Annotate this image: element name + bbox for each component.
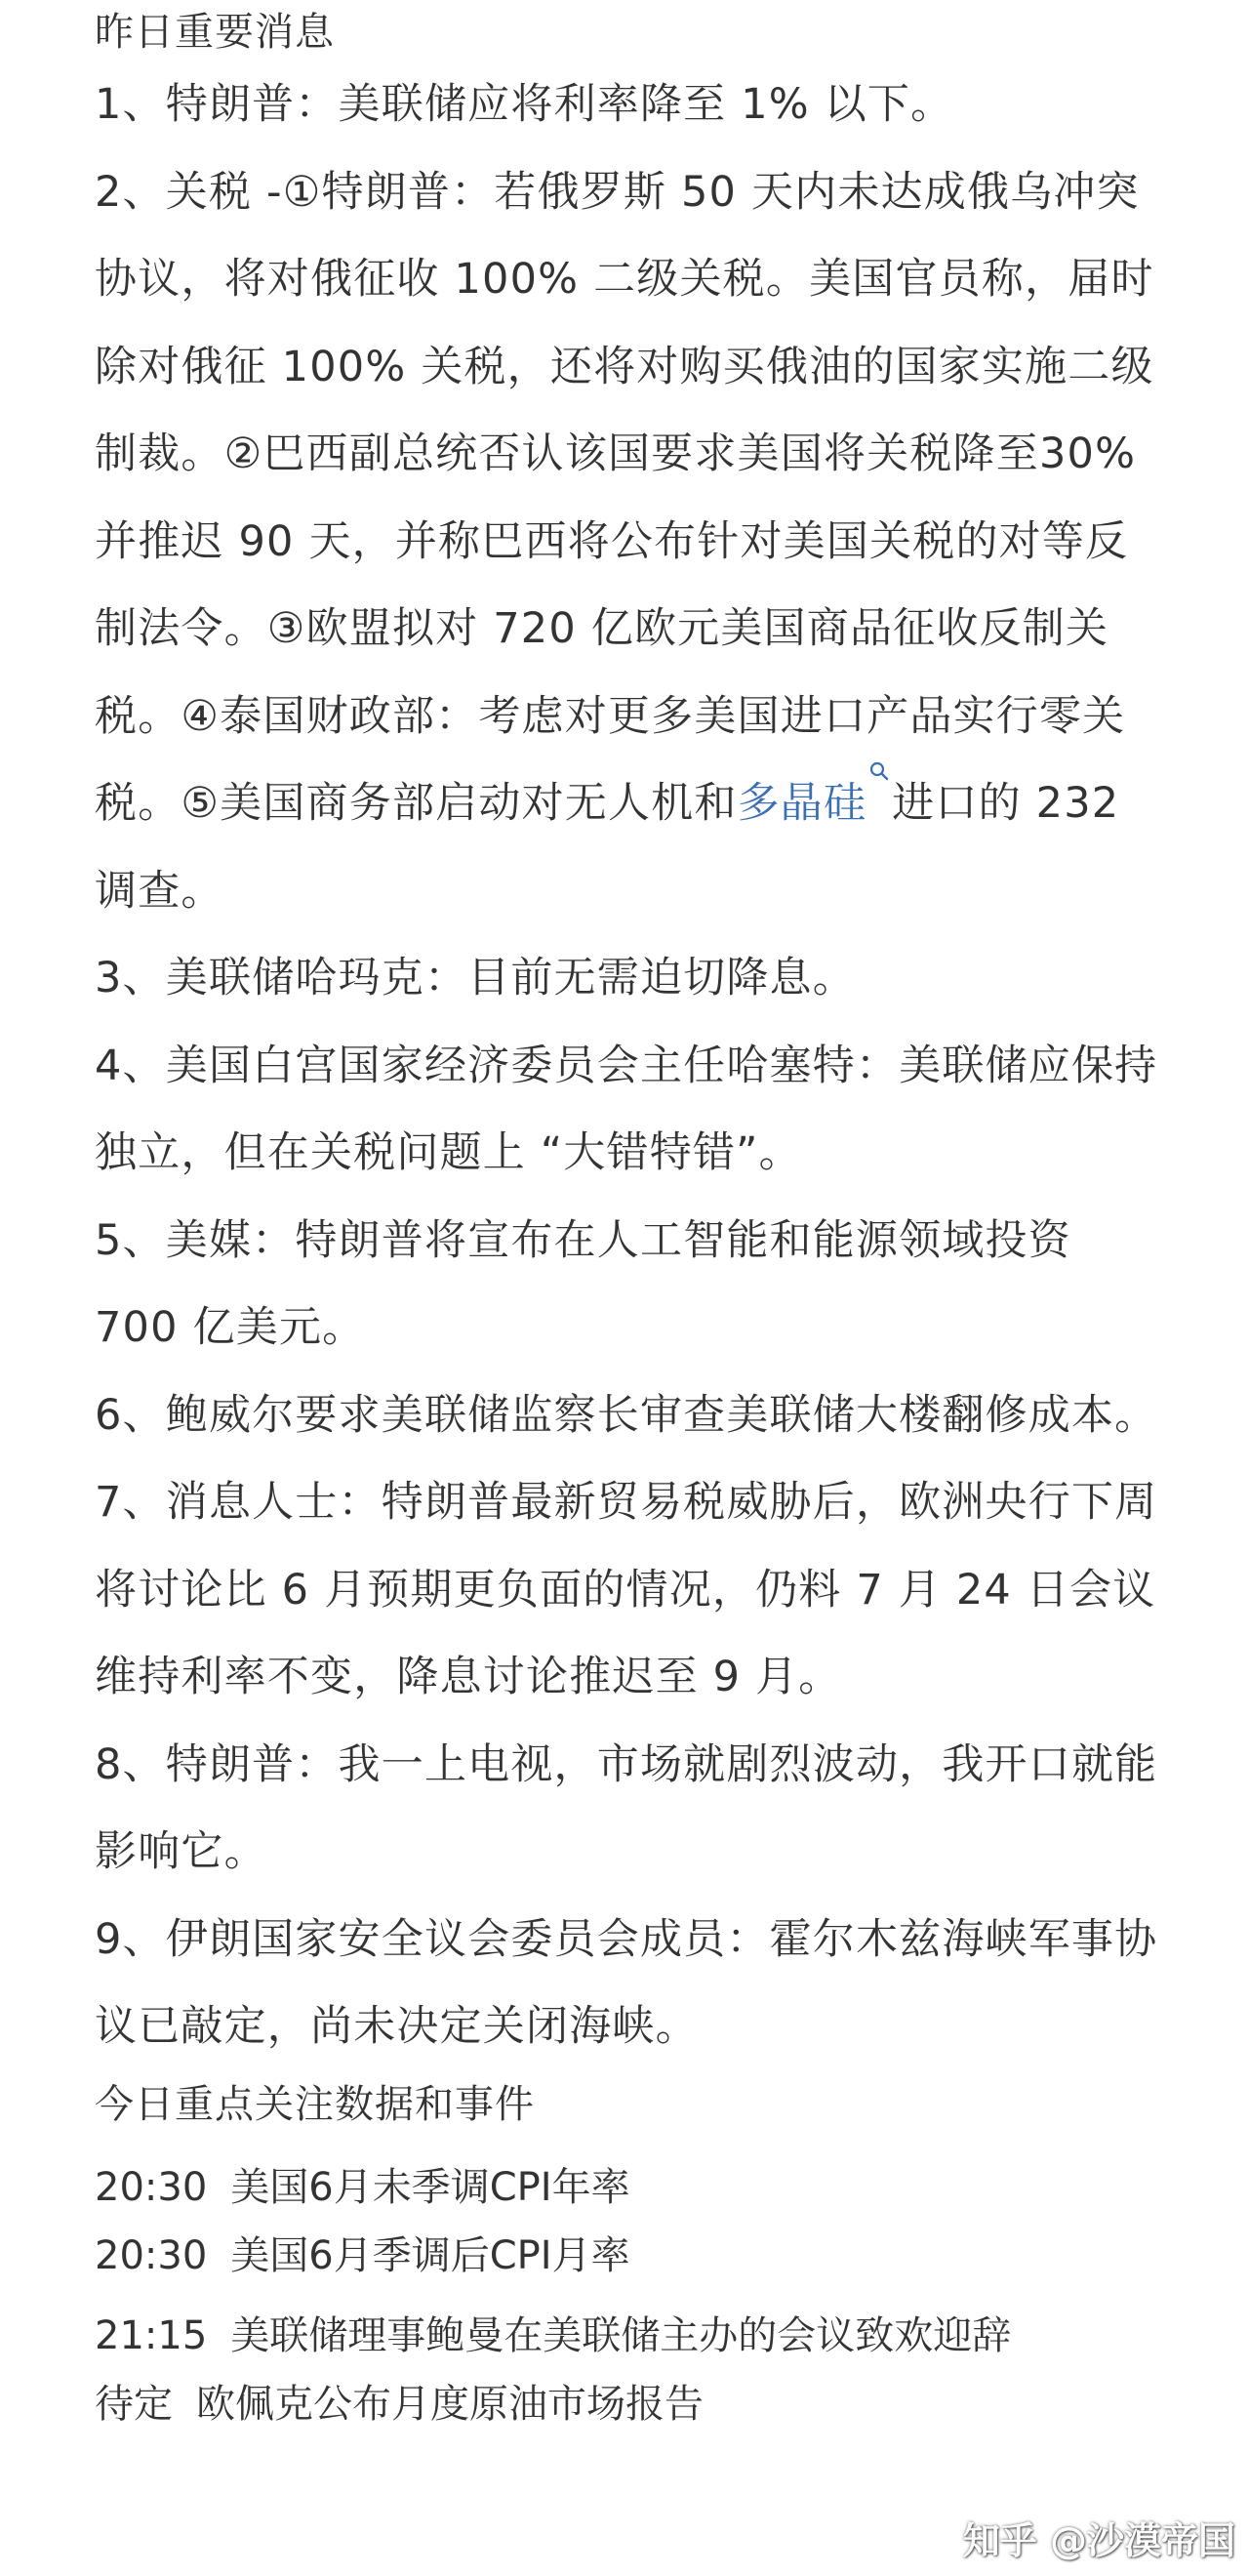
news-item-7: 7、消息人士：特朗普最新贸易税威胁后，欧洲央行下周将讨论比 6 月预期更负面的情况，仍料 7 月 24 日会议维持利率不变，降息讨论推迟至 9 月。 [95, 1478, 1158, 1701]
schedule-event: 美联储理事鲍曼在美联储主办的会议致欢迎辞 [230, 2312, 1012, 2358]
news-item-2-text-after: 进口的 232 调查。 [95, 779, 1120, 916]
news-item-3: 3、美联储哈玛克：目前无需迫切降息。 [95, 954, 856, 1002]
schedule-event: 美国6月未季调CPI年率 [230, 2164, 630, 2210]
schedule-item [95, 2302, 1168, 2370]
schedule-time: 21:15 [95, 2312, 208, 2358]
news-item-4: 4、美国白宫国家经济委员会主任哈塞特：美联储应保持独立，但在关税问题上 “大错特错”。 [95, 1041, 1158, 1177]
news-item-8: 8、特朗普：我一上电视，市场就剧烈波动，我开口就能影响它。 [95, 1739, 1158, 1876]
schedule-event: 美国6月季调后CPI月率 [230, 2232, 630, 2278]
news-item-6: 6、鲍威尔要求美联储监察长审查美联储大楼翻修成本。 [95, 1390, 1158, 1440]
schedule-time: 20:30 [95, 2164, 208, 2210]
schedule-time: 待定 [95, 2381, 173, 2427]
news-item-2-text: 2、关税 -①特朗普：若俄罗斯 50 天内未达成俄乌冲突协议，将对俄征收 100% 二级关税。美国官员称，届时除对俄征 100% 关税，还将对购买俄油的国家实施二级制裁。②巴西副总统否认该国要求美国将关税降至30% 并推迟 90 天，并称巴西将公布针对美国关税的对等反制法令。③欧盟拟对 720 亿欧元美国商品征收反制关税。④泰国财政部：考虑对更多美国进口产品实行零关税。⑤美国商务部启动对无人机和 [95, 167, 1154, 828]
search-icon[interactable] [866, 760, 892, 799]
schedule-item [95, 2370, 1168, 2438]
schedule-item [95, 2153, 1168, 2222]
article [95, 0, 1168, 2438]
news-item-9: 9、伊朗国家安全议会委员会成员：霍尔木兹海峡军事协议已敲定，尚未决定关闭海峡。 [95, 1914, 1158, 2051]
page-title: 昨日重要消息 [95, 10, 335, 55]
news-item-2 [95, 149, 1168, 936]
watermark: 知乎 @沙漠帝国 [962, 2519, 1235, 2562]
schedule-title: 今日重点关注数据和事件 [95, 2081, 535, 2127]
news-item-1: 1、特朗普：美联储应将利率降至 1% 以下。 [95, 80, 954, 129]
keyword-link-polysilicon[interactable]: 多晶硅 [737, 779, 867, 828]
schedule-item [95, 2222, 1168, 2290]
schedule-section [95, 2075, 1168, 2438]
schedule-time: 20:30 [95, 2232, 208, 2278]
schedule-event: 欧佩克公布月度原油市场报告 [196, 2381, 704, 2427]
news-item-5: 5、美媒：特朗普将宣布在人工智能和能源领域投资 700 亿美元。 [95, 1215, 1071, 1352]
